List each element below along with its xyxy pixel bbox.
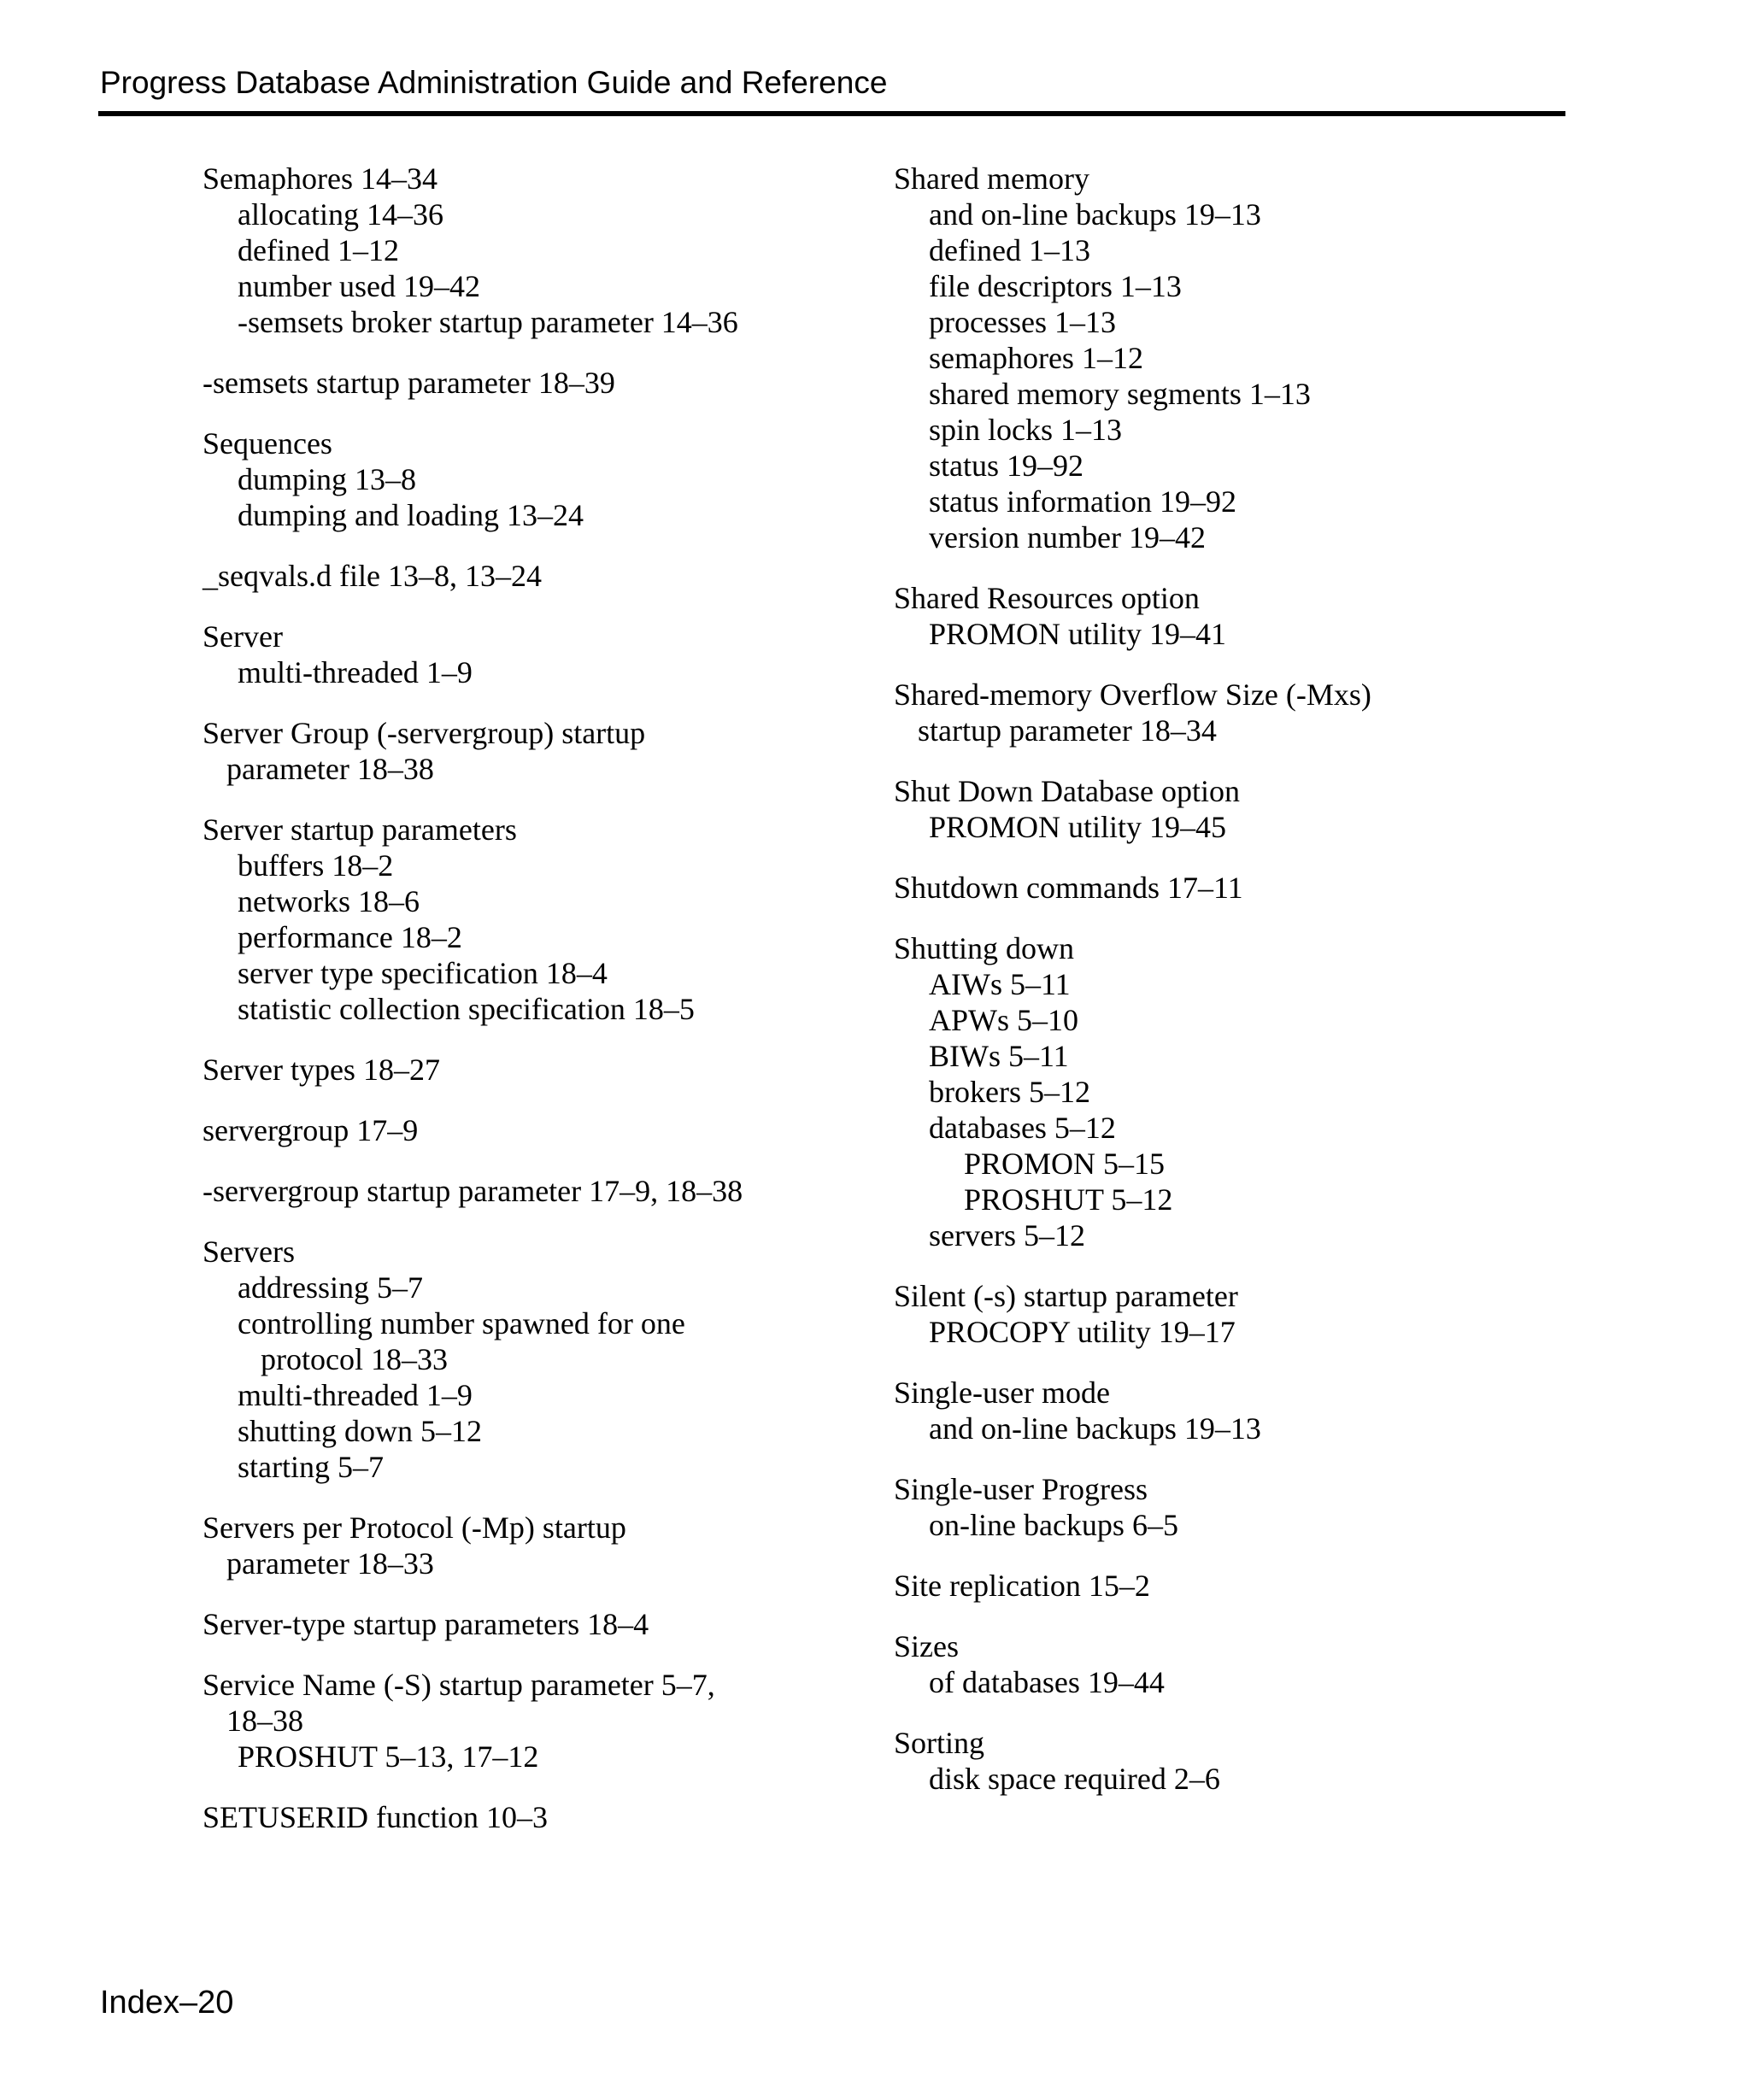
index-entry bbox=[894, 1628, 1569, 1700]
index-subentry: statistic collection specification 18–5 bbox=[238, 992, 695, 1026]
index-heading: Semaphores 14–34 bbox=[203, 161, 438, 196]
index-subentry: shared memory segments 1–13 bbox=[929, 377, 1311, 411]
index-entry bbox=[894, 1725, 1569, 1797]
index-subentry: starting 5–7 bbox=[238, 1450, 384, 1484]
index-entry bbox=[894, 930, 1569, 1253]
index-continuation: parameter 18–38 bbox=[226, 752, 434, 786]
index-subentry: defined 1–13 bbox=[929, 233, 1090, 267]
index-subentry: AIWs 5–11 bbox=[929, 967, 1071, 1001]
index-heading: Shared Resources option bbox=[894, 581, 1200, 615]
index-subentry: PROMON utility 19–41 bbox=[929, 617, 1227, 651]
index-subsubentry: PROMON 5–15 bbox=[964, 1147, 1166, 1181]
index-entry bbox=[894, 1471, 1569, 1543]
index-heading: Shutdown commands 17–11 bbox=[894, 871, 1243, 905]
index-heading: -semsets startup parameter 18–39 bbox=[203, 366, 615, 400]
index-entry bbox=[203, 365, 869, 401]
index-subentry: PROCOPY utility 19–17 bbox=[929, 1315, 1236, 1349]
index-entry bbox=[894, 773, 1569, 845]
index-continuation: parameter 18–33 bbox=[226, 1546, 434, 1581]
index-continuation: startup parameter 18–34 bbox=[918, 713, 1217, 748]
index-subentry: server type specification 18–4 bbox=[238, 956, 608, 990]
index-entry bbox=[203, 1234, 869, 1485]
index-subentry: and on-line backups 19–13 bbox=[929, 1411, 1261, 1446]
index-entry bbox=[203, 1052, 869, 1088]
index-subentry: spin locks 1–13 bbox=[929, 413, 1123, 447]
index-subentry: multi-threaded 1–9 bbox=[238, 655, 473, 689]
index-subentry: number used 19–42 bbox=[238, 269, 480, 303]
index-subentry: shutting down 5–12 bbox=[238, 1414, 483, 1448]
index-subentry: APWs 5–10 bbox=[929, 1003, 1079, 1037]
index-entry bbox=[203, 1606, 869, 1642]
index-heading: Servers per Protocol (-Mp) startup bbox=[203, 1510, 626, 1545]
index-column-right bbox=[894, 161, 1569, 1821]
index-subentry: on-line backups 6–5 bbox=[929, 1508, 1178, 1542]
index-heading: Sizes bbox=[894, 1629, 959, 1663]
index-subentry: of databases 19–44 bbox=[929, 1665, 1165, 1699]
index-subentry: multi-threaded 1–9 bbox=[238, 1378, 473, 1412]
index-continuation: 18–38 bbox=[226, 1704, 303, 1738]
index-subentry: status 19–92 bbox=[929, 449, 1084, 483]
index-subentry: file descriptors 1–13 bbox=[929, 269, 1182, 303]
index-subentry: version number 19–42 bbox=[929, 520, 1206, 554]
index-heading: Servers bbox=[203, 1235, 295, 1269]
index-entry bbox=[203, 1667, 869, 1774]
index-subentry: dumping and loading 13–24 bbox=[238, 498, 584, 532]
index-subentry: semaphores 1–12 bbox=[929, 341, 1143, 375]
index-entry bbox=[894, 580, 1569, 652]
index-heading: Shared-memory Overflow Size (-Mxs) bbox=[894, 678, 1371, 712]
index-subsubentry: PROSHUT 5–12 bbox=[964, 1182, 1173, 1217]
index-entry bbox=[203, 715, 869, 787]
index-subentry: dumping 13–8 bbox=[238, 462, 417, 496]
index-heading: Server types 18–27 bbox=[203, 1053, 440, 1087]
index-heading: servergroup 17–9 bbox=[203, 1113, 419, 1147]
index-entry bbox=[894, 677, 1569, 748]
index-subentry: and on-line backups 19–13 bbox=[929, 197, 1261, 232]
index-subentry: BIWs 5–11 bbox=[929, 1039, 1069, 1073]
index-subentry: performance 18–2 bbox=[238, 920, 462, 954]
index-entry bbox=[203, 812, 869, 1027]
index-subentry: PROSHUT 5–13, 17–12 bbox=[238, 1739, 539, 1774]
index-heading: Shut Down Database option bbox=[894, 774, 1240, 808]
index-subentry: defined 1–12 bbox=[238, 233, 399, 267]
index-entry bbox=[894, 1375, 1569, 1446]
index-entry bbox=[894, 1568, 1569, 1604]
index-subentry: controlling number spawned for one bbox=[238, 1306, 685, 1340]
index-subentry: processes 1–13 bbox=[929, 305, 1116, 339]
index-entry bbox=[894, 1278, 1569, 1350]
index-heading: _seqvals.d file 13–8, 13–24 bbox=[203, 559, 542, 593]
index-subentry: networks 18–6 bbox=[238, 884, 420, 918]
index-continuation: protocol 18–33 bbox=[261, 1342, 448, 1376]
index-subentry: -semsets broker startup parameter 14–36 bbox=[238, 305, 738, 339]
index-column-left bbox=[203, 161, 869, 1860]
index-subentry: disk space required 2–6 bbox=[929, 1762, 1220, 1796]
index-entry bbox=[203, 161, 869, 340]
index-heading: Shared memory bbox=[894, 161, 1089, 196]
index-heading: Server-type startup parameters 18–4 bbox=[203, 1607, 649, 1641]
index-heading: Server bbox=[203, 619, 283, 654]
index-heading: Single-user Progress bbox=[894, 1472, 1148, 1506]
index-heading: Sorting bbox=[894, 1726, 985, 1760]
index-entry bbox=[203, 1510, 869, 1581]
index-heading: Service Name (-S) startup parameter 5–7, bbox=[203, 1668, 715, 1702]
header-rule bbox=[98, 111, 1565, 116]
index-heading: -servergroup startup parameter 17–9, 18–38 bbox=[203, 1174, 743, 1208]
index-heading: Shutting down bbox=[894, 931, 1075, 965]
index-heading: SETUSERID function 10–3 bbox=[203, 1800, 548, 1834]
index-subentry: status information 19–92 bbox=[929, 484, 1236, 519]
index-heading: Site replication 15–2 bbox=[894, 1569, 1150, 1603]
index-subentry: addressing 5–7 bbox=[238, 1270, 423, 1305]
index-entry bbox=[203, 1112, 869, 1148]
index-heading: Server Group (-servergroup) startup bbox=[203, 716, 646, 750]
index-entry bbox=[894, 161, 1569, 555]
index-entry bbox=[203, 619, 869, 690]
index-heading: Server startup parameters bbox=[203, 812, 517, 847]
index-entry bbox=[203, 1173, 869, 1209]
index-subentry: databases 5–12 bbox=[929, 1111, 1116, 1145]
index-subentry: PROMON utility 19–45 bbox=[929, 810, 1227, 844]
index-subentry: allocating 14–36 bbox=[238, 197, 443, 232]
index-entry bbox=[894, 870, 1569, 906]
index-subentry: servers 5–12 bbox=[929, 1218, 1085, 1252]
index-entry bbox=[203, 558, 869, 594]
running-header-title: Progress Database Administration Guide and Reference bbox=[100, 65, 888, 100]
index-subentry: brokers 5–12 bbox=[929, 1075, 1090, 1109]
index-entry bbox=[203, 1799, 869, 1835]
index-heading: Sequences bbox=[203, 426, 332, 460]
index-heading: Single-user mode bbox=[894, 1376, 1110, 1410]
index-subentry: buffers 18–2 bbox=[238, 848, 394, 883]
index-heading: Silent (-s) startup parameter bbox=[894, 1279, 1238, 1313]
page-folio: Index–20 bbox=[100, 1985, 234, 2021]
index-entry bbox=[203, 425, 869, 533]
